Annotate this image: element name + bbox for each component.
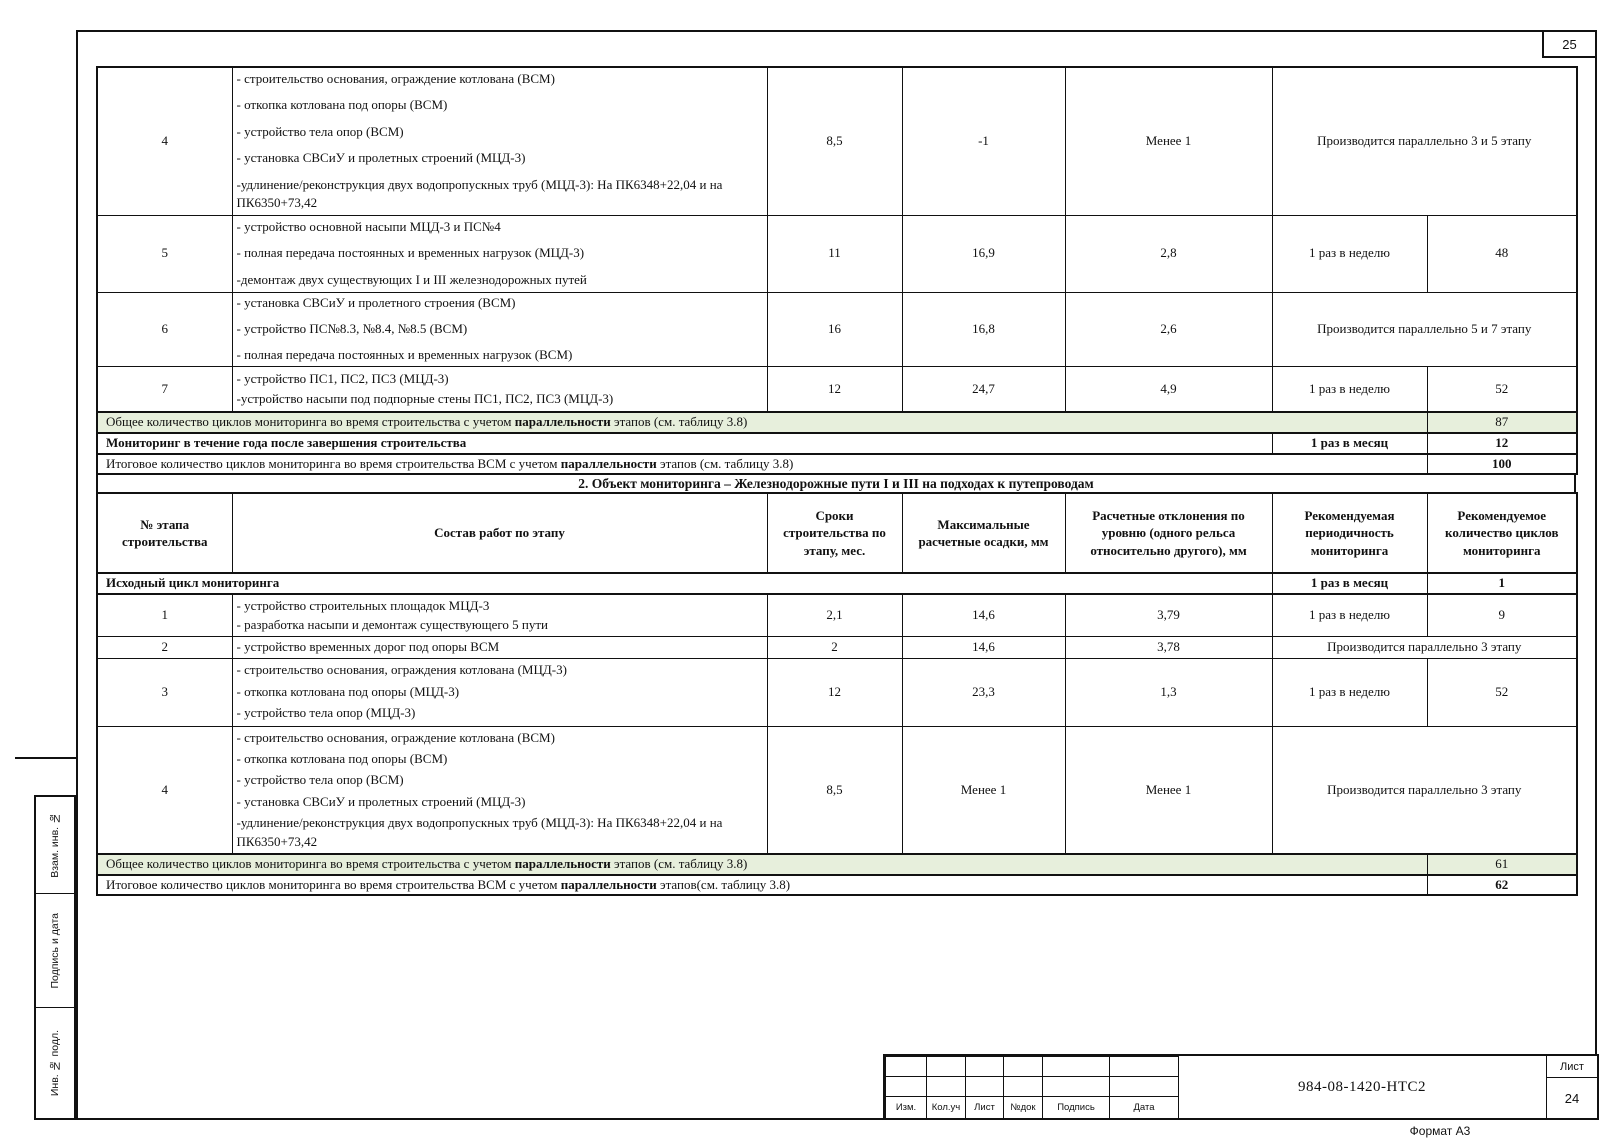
summary-label	[97, 854, 1427, 874]
col-header-works: Состав работ по этапу	[232, 493, 767, 573]
empty-cell	[1043, 1077, 1110, 1097]
work-item: - разработка насыпи и демонтаж существующего 5 пути	[236, 616, 548, 632]
work-item: - строительство основания, ограждение котлована (ВСМ)	[236, 729, 555, 745]
section-2-title: 2. Объект мониторинга – Железнодорожные пути I и III на подходах к путепроводам	[96, 473, 1576, 494]
work-item: - устройство основной насыпи МЦД-3 и ПС№4	[236, 218, 501, 234]
settlement-value: 14,6	[902, 594, 1065, 637]
term-value: 8,5	[767, 67, 902, 215]
summary-value: 100	[1427, 454, 1577, 474]
period-value: 1 раз в неделю	[1272, 366, 1427, 412]
col-header-settlement: Максимальные расчетные осадки, мм	[902, 493, 1065, 573]
cycles-value: 52	[1427, 366, 1577, 412]
empty-cell	[886, 1077, 927, 1097]
empty-cell	[886, 1057, 927, 1077]
summary-text: этапов (см. таблицу 3.8)	[610, 856, 748, 872]
summary-bold-word: параллельности	[560, 876, 657, 892]
works-cell	[232, 292, 767, 366]
summary-text: этапов(см. таблицу 3.8)	[656, 876, 791, 892]
summary-bold-word: параллельности	[514, 856, 611, 872]
summary-value: 12	[1427, 433, 1577, 454]
works-cell	[232, 67, 767, 215]
table-row	[97, 658, 1577, 726]
term-value: 8,5	[767, 726, 902, 854]
work-item: - устройство строительных площадок МЦД-3	[236, 597, 490, 613]
settlement-value: 16,8	[902, 292, 1065, 366]
work-item: - установка СВСиУ и пролетных строений (МЦД-3)	[236, 793, 526, 809]
work-item: - устройство тела опор (ВСМ)	[236, 123, 404, 139]
work-item: - откопка котлована под опоры (ВСМ)	[236, 751, 448, 767]
table-row	[886, 1077, 1179, 1097]
empty-cell	[927, 1077, 966, 1097]
table-row	[97, 726, 1577, 854]
work-item: - устройство ПС№8.3, №8.4, №8.5 (ВСМ)	[236, 320, 468, 336]
settlement-value: 14,6	[902, 637, 1065, 658]
parallel-note: Производится параллельно 3 этапу	[1272, 726, 1577, 854]
works-cell	[232, 726, 767, 854]
title-block	[883, 1054, 1599, 1120]
parallel-note: Производится параллельно 3 этапу	[1272, 637, 1577, 658]
initial-cycle-row	[97, 573, 1577, 593]
empty-cell	[1004, 1057, 1043, 1077]
sheet-counter-value: 24	[1564, 1091, 1580, 1106]
table-row	[97, 215, 1577, 292]
deviation-value: 3,79	[1065, 594, 1272, 637]
term-value: 12	[767, 366, 902, 412]
work-item: - полная передача постоянных и временных нагрузок (ВСМ)	[236, 347, 573, 363]
deviation-value: 2,6	[1065, 292, 1272, 366]
sidebar-cell-vzam	[36, 797, 74, 894]
summary-text: Итоговое количество циклов мониторинга во время строительства ВСМ с учетом	[106, 876, 561, 892]
works-cell	[232, 215, 767, 292]
works-cell	[232, 637, 767, 658]
stage-number: 4	[97, 67, 232, 215]
summary-text: этапов (см. таблицу 3.8)	[610, 414, 748, 430]
period-value: 1 раз в неделю	[1272, 594, 1427, 637]
sheet-number: 25	[1562, 36, 1577, 52]
summary-text: Общее количество циклов мониторинга во время строительства с учетом	[106, 856, 515, 872]
revision-grid	[885, 1056, 1179, 1119]
work-item: - строительство основания, ограждение котлована (ВСМ)	[236, 70, 555, 86]
col-header-period: Рекомендуемая периодичность мониторинга	[1272, 493, 1427, 573]
deviation-value: 4,9	[1065, 366, 1272, 412]
work-item: - откопка котлована под опоры (МЦД-3)	[236, 683, 460, 699]
cycles-value: 1	[1427, 573, 1577, 593]
empty-cell	[1110, 1077, 1179, 1097]
summary-bold-word: параллельности	[560, 455, 657, 471]
work-item: - установка СВСиУ и пролетных строений (МЦД-3)	[236, 150, 526, 166]
empty-cell	[966, 1077, 1004, 1097]
col-header-stage: № этапа строительства	[97, 493, 232, 573]
work-item: - устройство тела опор (МЦД-3)	[236, 705, 416, 721]
settlement-value: 24,7	[902, 366, 1065, 412]
table-row	[97, 292, 1577, 366]
table-row	[97, 366, 1577, 412]
stamp-col-podpis: Подпись	[1043, 1097, 1110, 1119]
deviation-value: 3,78	[1065, 637, 1272, 658]
period-value: 1 раз в неделю	[1272, 215, 1427, 292]
stage-number: 1	[97, 594, 232, 637]
summary-row-final	[97, 875, 1577, 895]
stage-number: 3	[97, 658, 232, 726]
deviation-value: Менее 1	[1065, 726, 1272, 854]
works-cell	[232, 658, 767, 726]
term-value: 2,1	[767, 594, 902, 637]
work-item: - строительство основания, ограждения котлована (МЦД-3)	[236, 662, 567, 678]
work-item: - установка СВСиУ и пролетного строения (ВСМ)	[236, 294, 516, 310]
summary-text: Общее количество циклов мониторинга во время строительства с учетом	[106, 414, 515, 430]
summary-value: 87	[1427, 412, 1577, 432]
cycles-value: 9	[1427, 594, 1577, 637]
header-row	[97, 493, 1577, 573]
sheet-number-box	[1542, 30, 1597, 58]
stamp-col-list: Лист	[966, 1097, 1004, 1119]
initial-cycle-label: Исходный цикл мониторинга	[97, 573, 1272, 593]
sheet-counter-block	[1547, 1056, 1597, 1118]
col-header-term: Сроки строительства по этапу, мес.	[767, 493, 902, 573]
parallel-note: Производится параллельно 5 и 7 этапу	[1272, 292, 1577, 366]
summary-text: этапов (см. таблицу 3.8)	[656, 455, 794, 471]
work-item: - устройство ПС1, ПС2, ПС3 (МЦД-3)	[236, 371, 449, 387]
summary-label	[97, 875, 1427, 895]
settlement-value: Менее 1	[902, 726, 1065, 854]
works-cell	[232, 594, 767, 637]
stage-number: 2	[97, 637, 232, 658]
col-header-cycles: Рекомендуемое количество циклов мониторинга	[1427, 493, 1577, 573]
work-item: -удлинение/реконструкция двух водопропускных труб (МЦД-3): На ПК6348+22,04 и на ПК6350+73,42	[236, 176, 723, 211]
stage-number: 6	[97, 292, 232, 366]
empty-cell	[1043, 1057, 1110, 1077]
left-stamp-sidebar	[34, 795, 76, 1120]
sidebar-cell-podpis	[36, 894, 74, 1008]
summary-bold-word: параллельности	[514, 414, 611, 430]
deviation-value: Менее 1	[1065, 67, 1272, 215]
term-value: 2	[767, 637, 902, 658]
work-item: - устройство временных дорог под опоры ВСМ	[236, 639, 500, 655]
stamp-col-ndok: №док	[1004, 1097, 1043, 1119]
work-item: -удлинение/реконструкция двух водопропускных труб (МЦД-3): На ПК6348+22,04 и на ПК6350+73,42	[236, 815, 723, 849]
empty-cell	[966, 1057, 1004, 1077]
sheet-counter-label: Лист	[1547, 1056, 1597, 1078]
work-item: - откопка котлована под опоры (ВСМ)	[236, 97, 448, 113]
summary-label: Мониторинг в течение года после завершения строительства	[97, 433, 1272, 454]
term-value: 16	[767, 292, 902, 366]
margin-tick	[15, 757, 76, 759]
settlement-value: 23,3	[902, 658, 1065, 726]
col-header-deviation: Расчетные отклонения по уровню (одного рельса относительно другого), мм	[1065, 493, 1272, 573]
stamp-col-data: Дата	[1110, 1097, 1179, 1119]
period-value: 1 раз в неделю	[1272, 658, 1427, 726]
cycles-value: 52	[1427, 658, 1577, 726]
work-item: - полная передача постоянных и временных нагрузок (МЦД-3)	[236, 245, 585, 261]
works-cell	[232, 366, 767, 412]
settlement-value: -1	[902, 67, 1065, 215]
summary-row-final	[97, 454, 1577, 474]
cycles-value: 48	[1427, 215, 1577, 292]
settlement-value: 16,9	[902, 215, 1065, 292]
summary-text: Итоговое количество циклов мониторинга во время строительства ВСМ с учетом	[106, 455, 561, 471]
period-value: 1 раз в месяц	[1272, 573, 1427, 593]
table-row	[97, 594, 1577, 637]
stage-number: 7	[97, 366, 232, 412]
monitoring-table-1	[96, 66, 1578, 475]
sidebar-label: Подпись и дата	[49, 912, 61, 989]
stage-number: 4	[97, 726, 232, 854]
summary-row-year	[97, 433, 1577, 454]
table-row	[886, 1057, 1179, 1077]
summary-value: 62	[1427, 875, 1577, 895]
summary-value: 61	[1427, 854, 1577, 874]
stamp-col-koluch: Кол.уч	[927, 1097, 966, 1119]
summary-row-total	[97, 854, 1577, 874]
period-value: 1 раз в месяц	[1272, 433, 1427, 454]
empty-cell	[1110, 1057, 1179, 1077]
work-item: -устройство насыпи под подпорные стены ПС1, ПС2, ПС3 (МЦД-3)	[236, 390, 614, 406]
sidebar-cell-inv	[36, 1008, 74, 1118]
stamp-col-izm: Изм.	[886, 1097, 927, 1119]
term-value: 11	[767, 215, 902, 292]
work-item: -демонтаж двух существующих I и III железнодорожных путей	[236, 271, 587, 287]
deviation-value: 2,8	[1065, 215, 1272, 292]
tables-area	[96, 66, 1578, 896]
drawing-frame	[76, 30, 1597, 1120]
sidebar-label: Инв. № подл.	[49, 1029, 61, 1097]
summary-label	[97, 454, 1427, 474]
term-value: 12	[767, 658, 902, 726]
sidebar-label: Взам. инв. №	[49, 812, 61, 878]
format-label: Формат А3	[1409, 1124, 1471, 1138]
stamp-labels-row	[886, 1097, 1179, 1119]
table-row	[97, 67, 1577, 215]
parallel-note: Производится параллельно 3 и 5 этапу	[1272, 67, 1577, 215]
work-item: - устройство тела опор (ВСМ)	[236, 772, 404, 788]
empty-cell	[927, 1057, 966, 1077]
monitoring-table-2	[96, 492, 1578, 896]
summary-row-total	[97, 412, 1577, 432]
empty-cell	[1004, 1077, 1043, 1097]
table-row	[97, 637, 1577, 658]
deviation-value: 1,3	[1065, 658, 1272, 726]
summary-label	[97, 412, 1427, 432]
stage-number: 5	[97, 215, 232, 292]
document-number: 984-08-1420-НТС2	[1178, 1056, 1547, 1118]
